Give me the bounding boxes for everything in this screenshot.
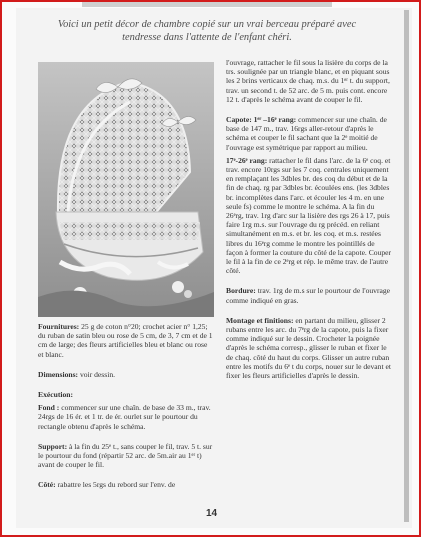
- heading-cote: Côté:: [38, 480, 56, 490]
- intro-text: Voici un petit décor de chambre copié sur un vrai berceau préparé avec tendresse dans l'attente de l'enfant chéri.: [57, 19, 357, 43]
- text-rangs-17-26: rattacher le fil dans l'arc. de la 6ᵉ coq. et trav. encore 10rgs sur les 7 coq. centrales uniquement en remplaçant les 3dbles br. des coq du début et de la fin de chaq. rg par 3dbles br. écoulées ens. (les 3dbles br. incomplètes dans l'arc. et écouler les 4 m. en une seule fs) comme le montre le schéma. A la fin du 26ᵉrg, trav. 1rg d'arc sur la lisière des rgs 26 à 17, puis faire 1rg m.s. sur l'ouvrage du rg précéd. en reliant simultanément en m.s. et br. les coq. et m.s. restées libres du 16ᵉrg comme le montre les pointillés de façon à former la couture du côté de la capote. Couper le fil à la fin de ce 2ᵉrg et rép. le même trav. de l'autre côté.: [226, 155, 392, 276]
- page-edge-shadow: [404, 10, 409, 522]
- text-cote: rabattre les 5rgs du rebord sur l'env. de: [57, 480, 176, 490]
- text-montage: en partant du milieu, glisser 2 rubans entre les arc. du 7ᵉrg de la capote, puis la fixer comme indiqué sur le dessin. Crocheter la poignée d'après le schéma corresp., glisser le ruban et fixer le de chaq. côté du haut du corps. Glisser un autre ruban entre les motifs du 6ᵉ t du corps, nouer sur le devant et fixer les fleurs artificielles d'après le dessin.: [226, 315, 391, 381]
- paragraph-continuation: [226, 58, 392, 104]
- text-continuation: l'ouvrage, rattacher le fil sous la lisière du corps de la trs. soulignée par un triangle blanc, et en piquant sous les 2 brins verticaux de chaq. m.s. du 1ᵉʳ t. du support, trav. un second t. de 52 arc. de 5 m. puis cont. encore 12 t. d'après le schéma avant de couper le fil.: [226, 58, 390, 104]
- cropped-title-strip: [82, 2, 332, 7]
- paragraph-execution: [38, 390, 214, 399]
- paragraph-fournitures: [38, 322, 214, 359]
- cradle-photo: [38, 62, 214, 317]
- paragraph-bordure: [226, 286, 392, 304]
- heading-rangs-17-26: 17ᵉ-26ᵉ rang:: [226, 155, 268, 165]
- text-fond: commencer sur une chaîn. de base de 33 m., trav. 24rgs de 16 ér. et 1 tr. de ér. ourlet sur le pourtour du rectangle obtenu d'après le schéma.: [38, 403, 211, 431]
- paragraph-rangs-17-26: [226, 156, 392, 276]
- page-number: 14: [206, 508, 218, 519]
- text-dimensions: voir dessin.: [80, 369, 116, 379]
- paragraph-montage: [226, 316, 392, 380]
- text-bordure: trav. 1rg de m.s sur le pourtour de l'ouvrage comme indiqué en gras.: [226, 286, 391, 305]
- paragraph-fond: [38, 403, 214, 431]
- right-column: [226, 58, 392, 384]
- paragraph-dimensions: [38, 370, 214, 379]
- heading-dimensions: Dimensions:: [38, 369, 79, 379]
- heading-bordure: Bordure:: [226, 286, 256, 296]
- heading-execution: Exécution:: [38, 390, 74, 400]
- heading-capote: Capote: 1ᵉʳ –16ᵉ rang:: [226, 115, 297, 125]
- heading-fond: Fond :: [38, 403, 60, 413]
- heading-support: Support:: [38, 441, 68, 451]
- left-column: [38, 322, 214, 494]
- text-fournitures: 25 g de coton n°20; crochet acier n° 1,25; du ruban de satin bleu ou rose de 5 cm, de 3, 7 cm et de 1 cm de large; des fleurs artificielles bleu et blanc ou rose et blanc.: [38, 322, 213, 359]
- cradle-illustration: [38, 62, 214, 317]
- paragraph-support: [38, 442, 214, 470]
- text-capote: commencer sur une chaîn. de base de 147 m., trav. 16rgs aller-retour d'après le schéma et couper le fil sachant que la 2ᵉ moitié de l'ouvrage est symétrique par rapport au milieu.: [226, 115, 387, 152]
- heading-fournitures: Fournitures:: [38, 322, 80, 331]
- paragraph-cote: [38, 480, 214, 489]
- heading-montage: Montage et finitions:: [226, 315, 294, 325]
- paragraph-capote: [226, 115, 392, 152]
- text-support: à la fin du 25ᵉ t., sans couper le fil, trav. 5 t. sur le pourtour du fond (répartir 52 arc. de 5m.air au 1ᵉʳ t) avant de couper le fil.: [38, 441, 213, 470]
